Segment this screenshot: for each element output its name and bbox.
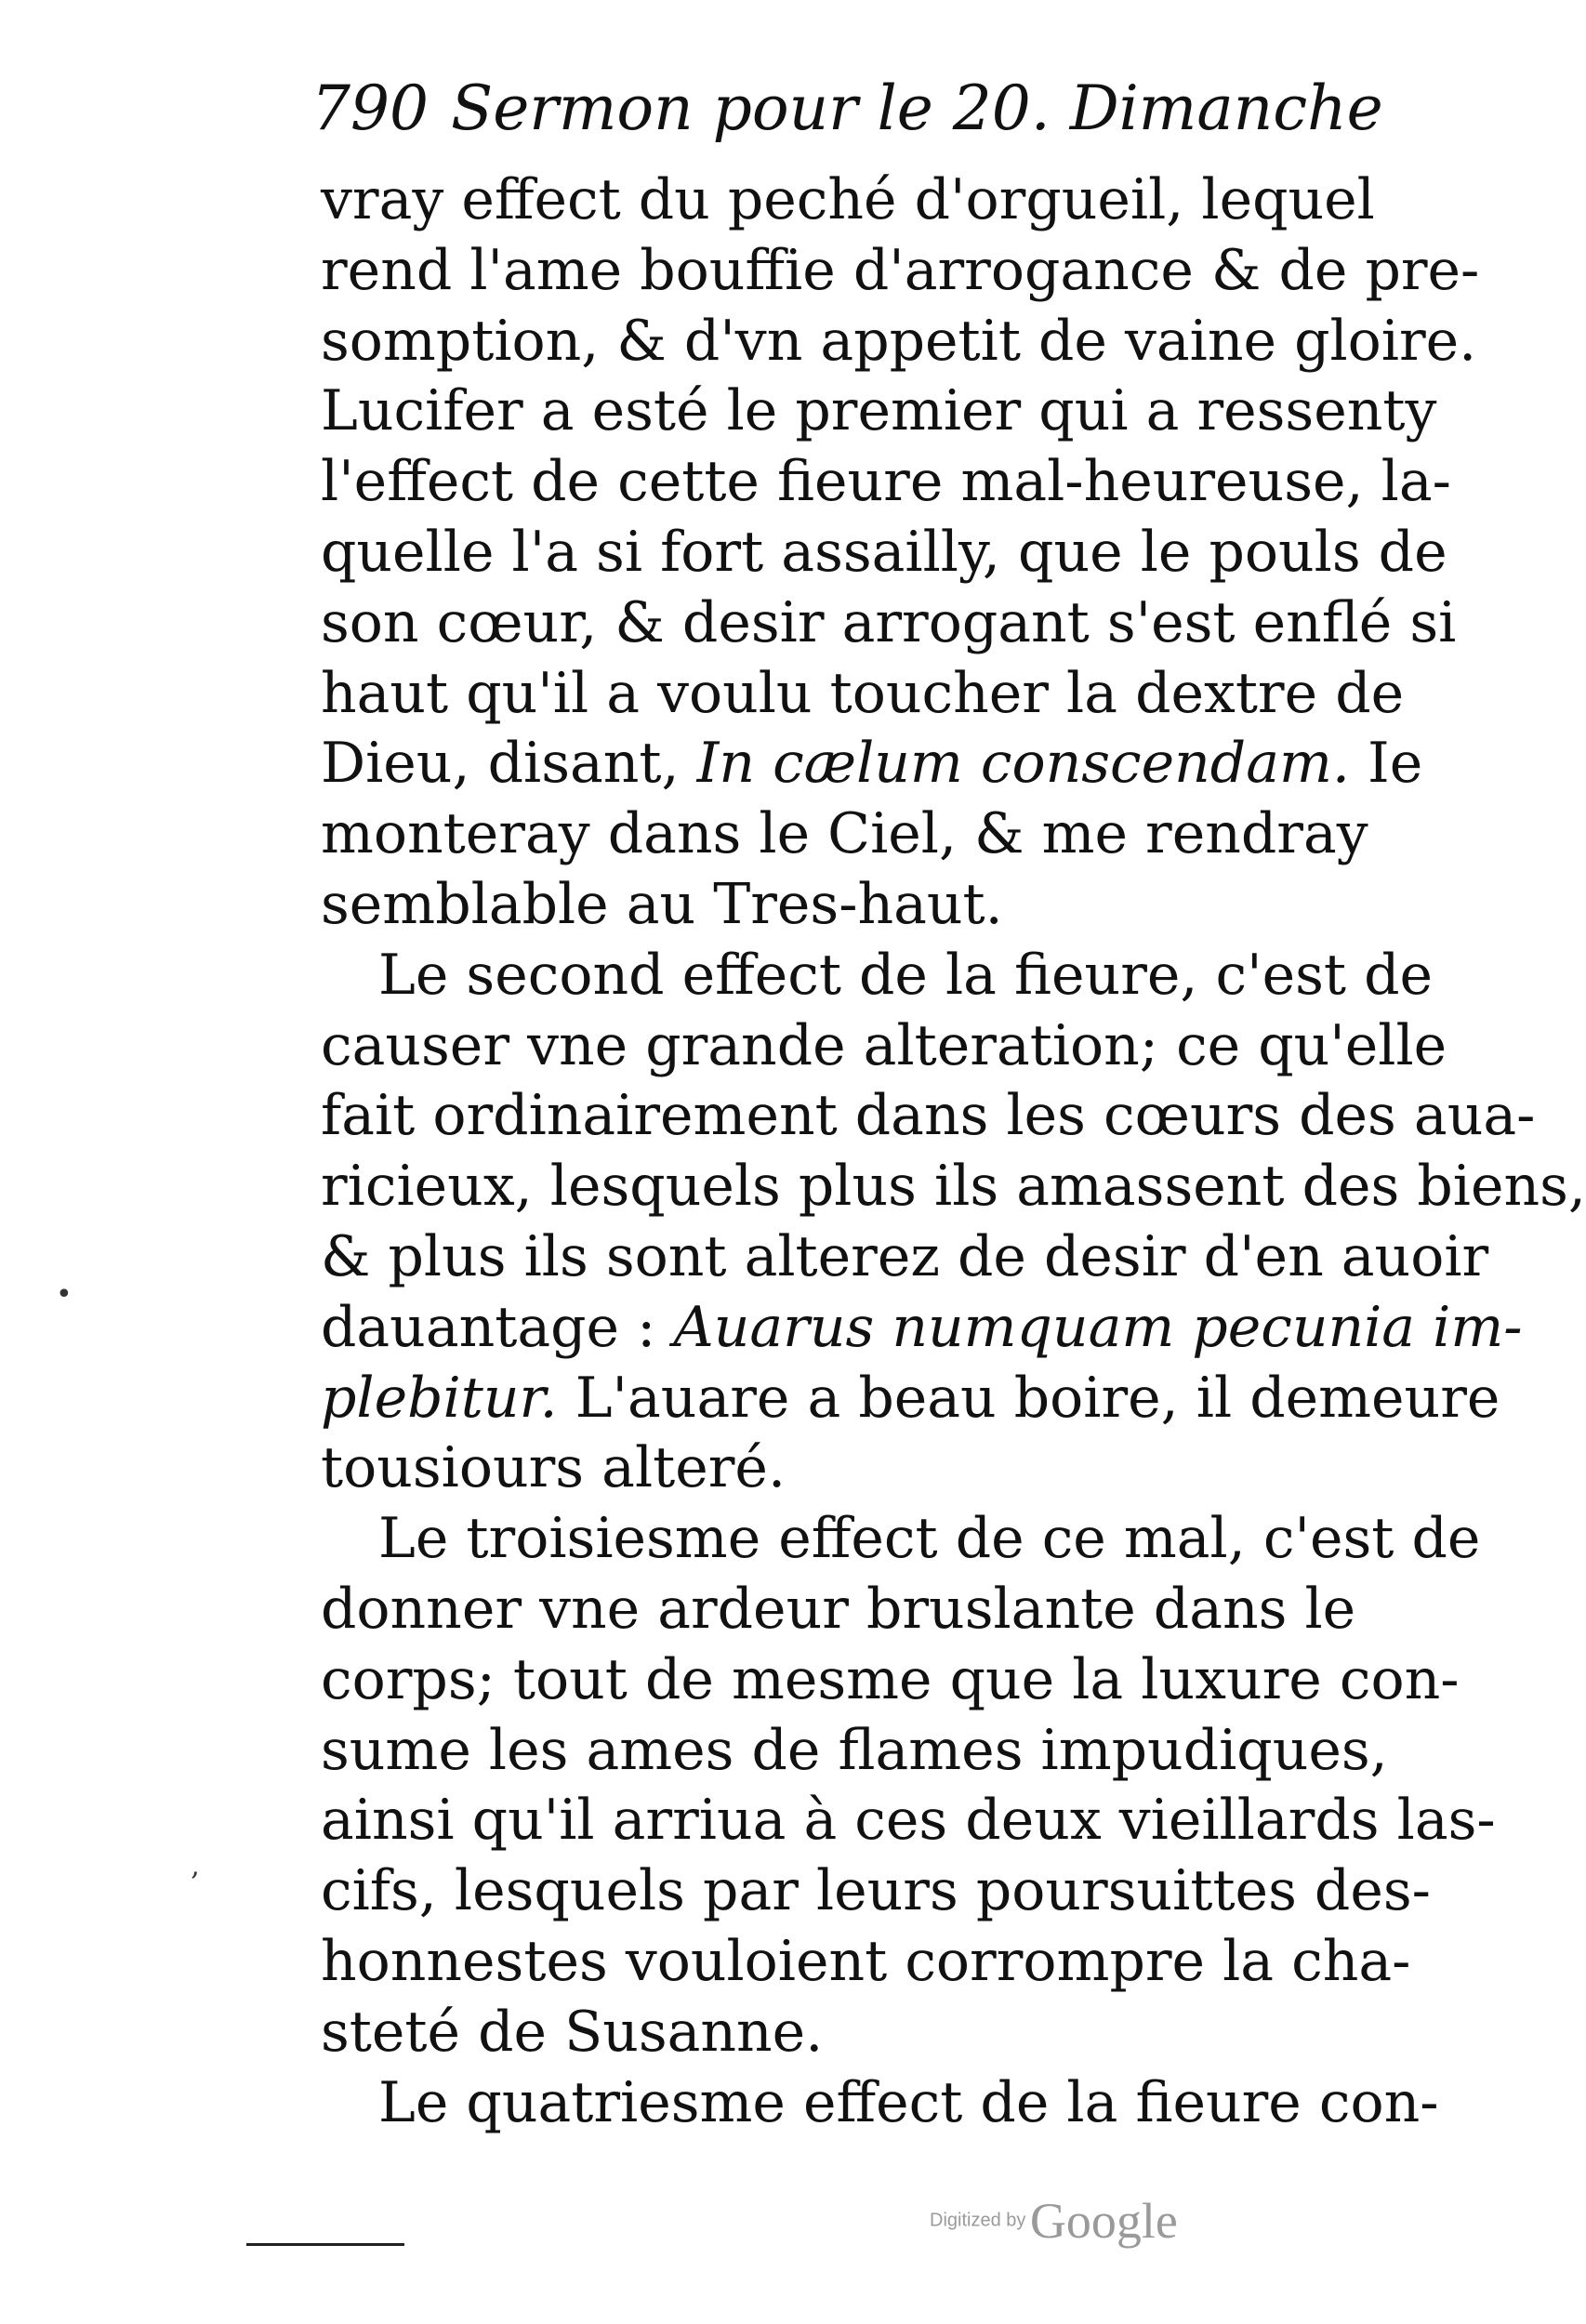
text-line-roman: L'auare a beau boire, il demeure <box>557 1365 1500 1431</box>
margin-speck-icon: ‚ <box>191 1850 200 1882</box>
ink-rule-decoration <box>246 2243 404 2246</box>
text-line: somption, & d'vn appetit de vaine gloire. <box>321 308 1477 374</box>
text-line: Le quatriesme effect de la fieure con- <box>378 2069 1439 2135</box>
watermark-prefix: Digitized by <box>930 2210 1026 2231</box>
text-line-roman: Ie <box>1349 731 1423 797</box>
text-line: quelle l'a si fort assailly, que le pouls de <box>321 519 1447 585</box>
text-line: Le troisiesme effect de ce mal, c'est de <box>378 1506 1481 1572</box>
text-line: vray effect du peché d'orgueil, lequel <box>321 167 1375 232</box>
text-line: l'effect de cette fieure mal-heureuse, la- <box>321 449 1451 515</box>
text-line: semblable au Tres-haut. <box>321 871 1003 937</box>
text-line <box>321 1293 1523 1364</box>
text-line: Lucifer a esté le premier qui a ressenty <box>321 378 1437 444</box>
text-line: ainsi qu'il arriua à ces deux vieillards las- <box>321 1788 1496 1854</box>
text-line-roman: dauantage : <box>321 1294 674 1360</box>
latin-quotation: Auarus numquam pecunia im- <box>673 1294 1523 1360</box>
text-line: tousiours alteré. <box>321 1435 786 1501</box>
running-header <box>311 58 1383 160</box>
text-line: fait ordinairement dans les cœurs des aua- <box>321 1083 1536 1149</box>
text-line: donner vne ardeur bruslante dans le <box>321 1576 1356 1642</box>
text-line: corps; tout de mesme que la luxure con- <box>321 1646 1460 1712</box>
text-line-roman: Dieu, disant, <box>321 731 697 797</box>
text-line: cifs, lesquels par leurs poursuittes des- <box>321 1858 1431 1924</box>
google-logo-text: Google <box>1029 2193 1178 2249</box>
text-line <box>321 729 1423 799</box>
latin-quotation: plebitur. <box>321 1365 558 1431</box>
text-line: monteray dans le Ciel, & me rendray <box>321 801 1368 867</box>
text-line <box>321 1364 1500 1434</box>
text-line: causer vne grande alteration; ce qu'elle <box>321 1012 1447 1078</box>
margin-speck-icon: • <box>56 1278 73 1311</box>
text-line: ricieux, lesquels plus ils amassent des biens, <box>321 1154 1586 1220</box>
text-line: son cœur, & desir arrogant s'est enflé si <box>321 589 1457 655</box>
text-line: rend l'ame bouffie d'arrogance & de pre- <box>321 237 1480 303</box>
latin-quotation: In cælum conscendam. <box>696 731 1350 797</box>
text-line: Le second effect de la fieure, c'est de <box>378 942 1434 1008</box>
digitized-by-google-watermark <box>930 2192 1246 2257</box>
page-number: 790 <box>311 73 429 144</box>
body-text <box>321 165 1586 2138</box>
text-line: & plus ils sont alterez de desir d'en auoir <box>321 1223 1489 1289</box>
text-line: sume les ames de flames impudiques, <box>321 1717 1388 1783</box>
text-line: honnestes vouloient corrompre la cha- <box>321 1928 1411 1994</box>
running-title: Sermon pour le 20. Dimanche <box>451 73 1383 144</box>
text-line: steté de Susanne. <box>321 1999 824 2065</box>
text-line: haut qu'il a voulu toucher la dextre de <box>321 660 1405 726</box>
